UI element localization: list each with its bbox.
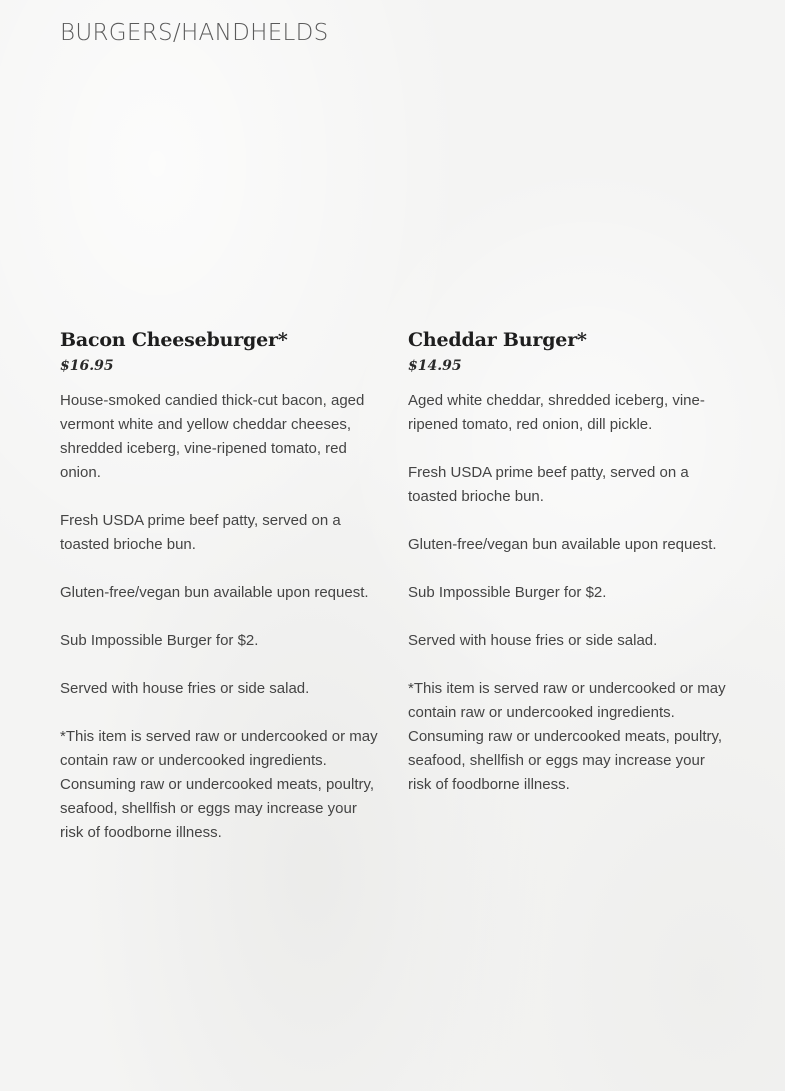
item-description	[60, 389, 380, 845]
item-name: Cheddar Burger*	[408, 329, 587, 351]
item-description-paragraph: Aged white cheddar, shredded iceberg, vine-ripened tomato, red onion, dill pickle.	[408, 392, 705, 433]
section-title: BURGERS/HANDHELDS	[60, 20, 329, 46]
item-description-paragraph: Served with house fries or side salad.	[60, 680, 310, 697]
item-description-paragraph: *This item is served raw or undercooked or may contain raw or undercooked ingredients. Consuming raw or undercooked meats, poultry, seafood, shellfish or eggs may increase your risk of foodborne illness.	[408, 680, 726, 793]
item-description-paragraph: Served with house fries or side salad.	[408, 632, 658, 649]
item-description-paragraph: Fresh USDA prime beef patty, served on a toasted brioche bun.	[408, 464, 689, 505]
item-price: $16.95	[60, 358, 114, 374]
menu-item-bacon-cheeseburger	[60, 327, 380, 845]
item-description	[408, 389, 728, 797]
item-name: Bacon Cheeseburger*	[60, 329, 288, 351]
item-description-paragraph: Gluten-free/vegan bun available upon request.	[60, 584, 369, 601]
menu-item-cheddar-burger	[408, 327, 728, 797]
item-price: $14.95	[408, 358, 462, 374]
item-description-paragraph: Sub Impossible Burger for $2.	[60, 632, 259, 649]
item-description-paragraph: Fresh USDA prime beef patty, served on a toasted brioche bun.	[60, 512, 341, 553]
item-description-paragraph: Gluten-free/vegan bun available upon request.	[408, 536, 717, 553]
item-description-paragraph: *This item is served raw or undercooked or may contain raw or undercooked ingredients. Consuming raw or undercooked meats, poultry, seafood, shellfish or eggs may increase your risk of foodborne illness.	[60, 728, 378, 841]
item-description-paragraph: House-smoked candied thick-cut bacon, aged vermont white and yellow cheddar cheeses, shredded iceberg, vine-ripened tomato, red onion.	[60, 392, 365, 481]
item-description-paragraph: Sub Impossible Burger for $2.	[408, 584, 607, 601]
